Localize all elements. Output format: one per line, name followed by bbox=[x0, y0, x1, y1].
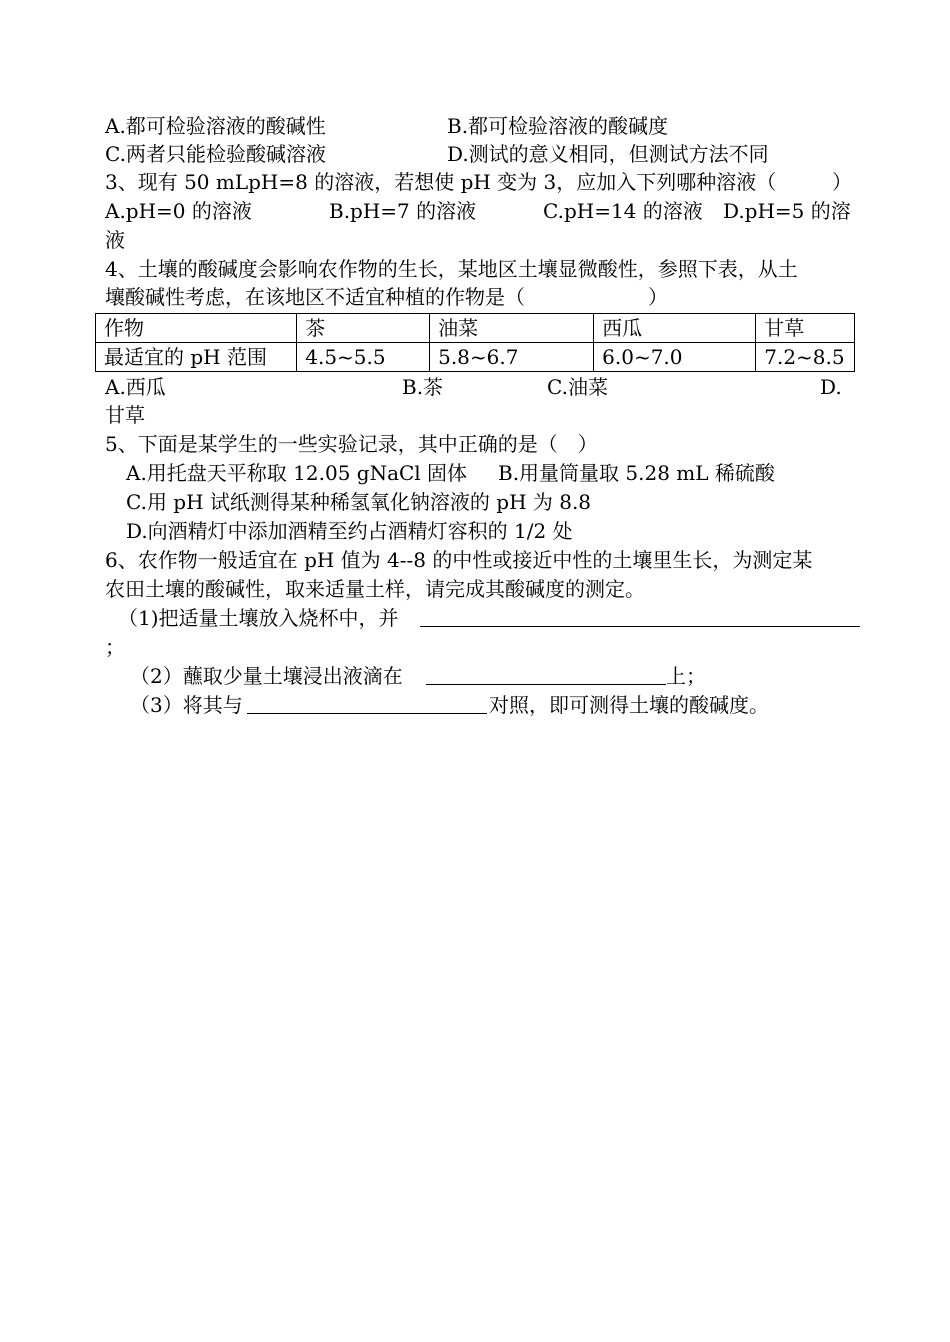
q2-option-d: D.测试的意义相同，但测试方法不同 bbox=[447, 142, 769, 166]
q2-option-c: C.两者只能检验酸碱溶液 bbox=[105, 142, 326, 166]
q4-paren-close: ） bbox=[648, 285, 668, 309]
table-cell: 甘草 bbox=[756, 314, 855, 343]
q3-paren-close: ） bbox=[832, 170, 852, 194]
q6-step2-blank[interactable] bbox=[426, 662, 666, 685]
table-cell: 最适宜的 pH 范围 bbox=[96, 343, 297, 372]
q3-option-a: A.pH=0 的溶液 bbox=[105, 199, 252, 223]
q4-option-c: C.油菜 bbox=[547, 375, 608, 399]
q3-stem: 3、现有 50 mLpH=8 的溶液，若想使 pH 变为 3，应加入下列哪种溶液（ bbox=[105, 170, 777, 194]
table-cell: 西瓜 bbox=[594, 314, 756, 343]
q3-option-b: B.pH=7 的溶液 bbox=[329, 199, 477, 223]
table-header-row bbox=[96, 314, 855, 343]
table-cell: 作物 bbox=[96, 314, 297, 343]
q6-step1-label: （1)把适量土壤放入烧杯中，并 bbox=[118, 606, 399, 630]
table-cell: 5.8~6.7 bbox=[430, 343, 594, 372]
q5-option-a: A.用托盘天平称取 12.05 gNaCl 固体 bbox=[126, 461, 468, 485]
table-cell: 6.0~7.0 bbox=[594, 343, 756, 372]
q2-option-b: B.都可检验溶液的酸碱度 bbox=[447, 114, 669, 138]
q6-step3-suffix: 对照，即可测得土壤的酸碱度。 bbox=[489, 693, 769, 717]
q6-step1-blank[interactable] bbox=[420, 604, 860, 627]
q3-option-d-continued: 液 bbox=[105, 228, 125, 252]
q4-option-d-continued: 甘草 bbox=[105, 403, 145, 427]
q6-step1-end: ； bbox=[105, 635, 125, 659]
crop-ph-table bbox=[95, 313, 855, 372]
q3-option-c: C.pH=14 的溶液 bbox=[543, 199, 703, 223]
q6-step2-label: （2）蘸取少量土壤浸出液滴在 bbox=[130, 664, 403, 688]
q4-option-b: B.茶 bbox=[402, 375, 444, 399]
q4-option-d: D. bbox=[820, 375, 842, 399]
q2-option-a: A.都可检验溶液的酸碱性 bbox=[105, 114, 326, 138]
q3-option-d: D.pH=5 的溶 bbox=[723, 199, 851, 223]
q5-option-b: B.用量筒量取 5.28 mL 稀硫酸 bbox=[498, 461, 775, 485]
table-cell: 茶 bbox=[297, 314, 430, 343]
q6-stem-line1: 6、农作物一般适宜在 pH 值为 4--8 的中性或接近中性的土壤里生长，为测定某 bbox=[105, 548, 813, 572]
q5-option-c: C.用 pH 试纸测得某种稀氢氧化钠溶液的 pH 为 8.8 bbox=[126, 490, 592, 514]
q4-stem-line2: 壤酸碱性考虑，在该地区不适宜种植的作物是（ bbox=[105, 285, 525, 309]
q6-step3-label: （3）将其与 bbox=[130, 693, 243, 717]
q4-stem-line1: 4、土壤的酸碱度会影响农作物的生长，某地区土壤显微酸性，参照下表，从土 bbox=[105, 257, 798, 281]
q4-option-a: A.西瓜 bbox=[105, 375, 166, 399]
table-cell: 7.2~8.5 bbox=[756, 343, 855, 372]
table-cell: 油菜 bbox=[430, 314, 594, 343]
table-cell: 4.5~5.5 bbox=[297, 343, 430, 372]
q6-step3-blank[interactable] bbox=[247, 691, 487, 714]
q6-step2-suffix: 上； bbox=[666, 664, 706, 688]
q6-stem-line2: 农田土壤的酸碱性，取来适量土样，请完成其酸碱度的测定。 bbox=[105, 577, 645, 601]
table-row bbox=[96, 343, 855, 372]
q5-stem: 5、下面是某学生的一些实验记录，其中正确的是（ ） bbox=[105, 432, 598, 456]
q5-option-d: D.向酒精灯中添加酒精至约占酒精灯容积的 1/2 处 bbox=[126, 519, 573, 543]
